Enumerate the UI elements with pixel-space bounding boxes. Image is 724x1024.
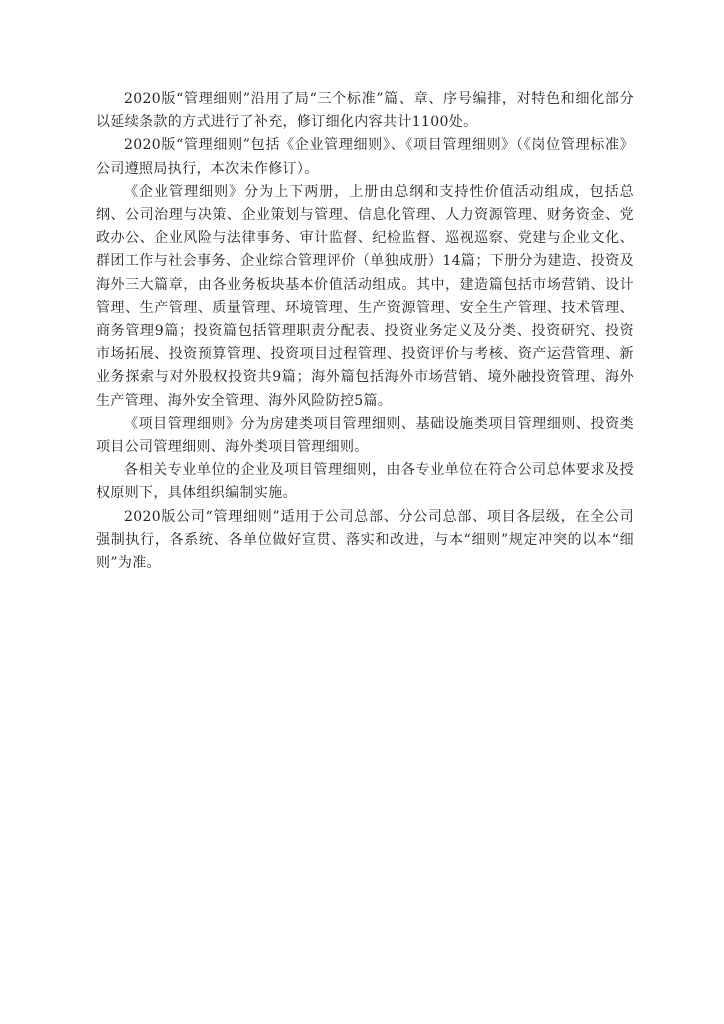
- paragraph-rules-scope: 2020版“管理细则”包括《企业管理细则》、《项目管理细则》（《岗位管理标准》公司遵照局执行，本次未作修订）。: [96, 137, 634, 177]
- document-body: [96, 88, 634, 575]
- paragraph-revision-summary: 2020版“管理细则”沿用了局“三个标准”篇、章、序号编排，对特色和细化部分以延续条款的方式进行了补充，修订细化内容共计1100处。: [96, 91, 634, 131]
- paragraph-project-rules: 《项目管理细则》分为房建类项目管理细则、基础设施类项目管理细则、投资类项目公司管理细则、海外类项目管理细则。: [96, 415, 634, 456]
- paragraph-applicability: 2020版公司“管理细则”适用于公司总部、分公司总部、项目各层级，在全公司强制执行，各系统、各单位做好宣贯、落实和改进，与本“细则”规定冲突的以本“细则”为准。: [96, 508, 634, 572]
- paragraph-enterprise-rules: 《企业管理细则》分为上下两册，上册由总纲和支持性价值活动组成，包括总纲、公司治理与决策、企业策划与管理、信息化管理、人力资源管理、财务资金、党政办公、企业风险与法律事务、审计监督、纪检监督、巡视巡察、党建与企业文化、群团工作与社会事务、企业综合管理评价（单独成册）14篇；下册分为建造、投资及海外三大篇章，由各业务板块基本价值活动组成。其中，建造篇包括市场营销、设计管理、生产管理、质量管理、环境管理、生产资源管理、安全生产管理、技术管理、商务管理9篇；投资篇包括管理职责分配表、投资业务定义及分类、投资研究、投资市场拓展、投资预算管理、投资项目过程管理、投资评价与考核、资产运营管理、新业务探索与对外股权投资共9篇；海外篇包括海外市场营销、境外融投资管理、海外生产管理、海外安全管理、海外风险防控5篇。: [96, 183, 634, 409]
- paragraph-unit-rules: 各相关专业单位的企业及项目管理细则，由各专业单位在符合公司总体要求及授权原则下，具体组织编制实施。: [96, 462, 634, 502]
